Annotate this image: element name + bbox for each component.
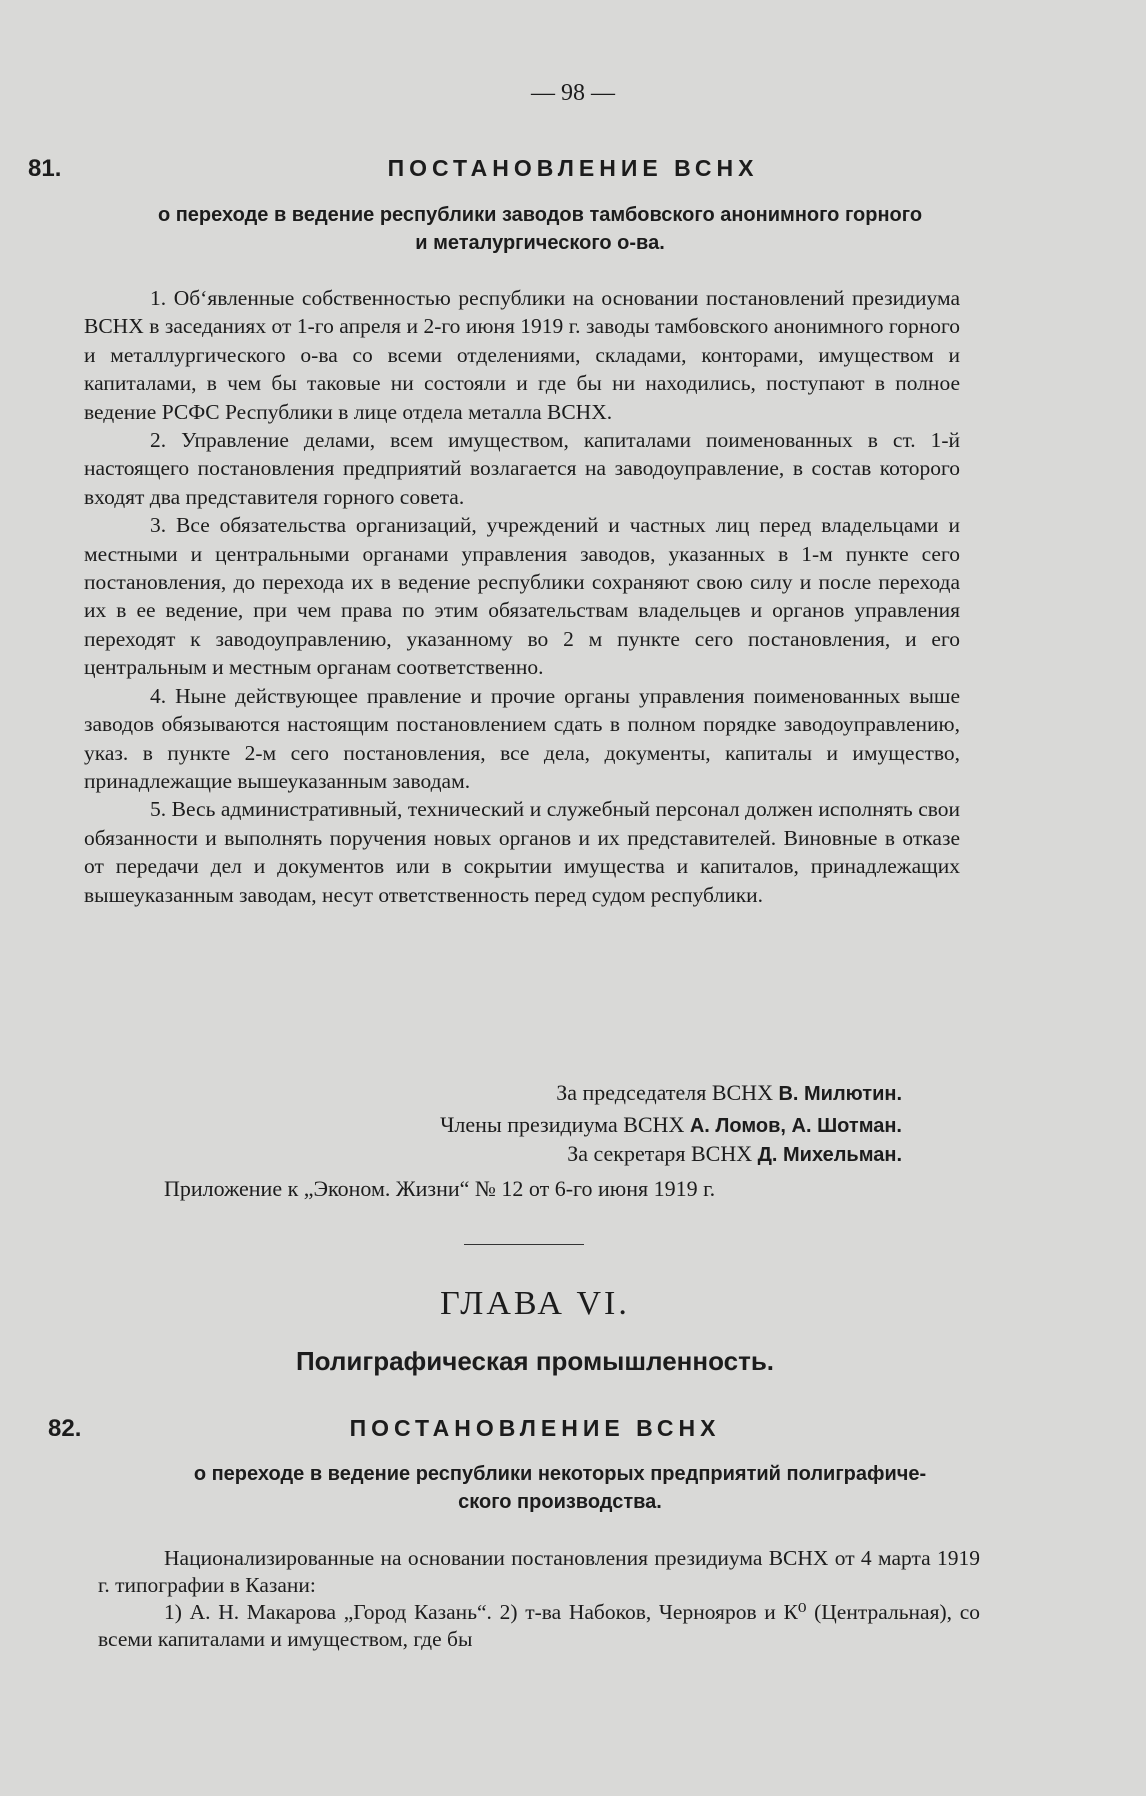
- signature-name: Д. Михельман.: [757, 1144, 902, 1166]
- doc-subtitle-line: о переходе в ведение республики заводов тамбовского анонимного горного: [157, 204, 923, 226]
- signature-role: За секретаря ВСНХ: [567, 1141, 753, 1166]
- doc-body: [84, 284, 960, 909]
- page-number: — 98 —: [531, 80, 615, 106]
- doc-subtitle: [40, 201, 1040, 257]
- paragraph: 2. Управление делами, всем имуществом, капиталами поименованных в ст. 1-й настоящего постановления предприятий возлагается на заводоуправление, в состав которого входят два представителя горного совета.: [84, 428, 960, 509]
- doc-body: [98, 1545, 980, 1653]
- doc-title: ПОСТАНОВЛЕНИЕ ВСНХ: [349, 1415, 721, 1441]
- signature-line: [556, 1079, 902, 1108]
- divider: [464, 1244, 584, 1245]
- section-title: Полиграфическая промышленность.: [295, 1346, 775, 1376]
- paragraph: 5. Весь административный, технический и служебный персонал должен исполнять свои обязанности и выполнять поручения новых органов и их представителей. Виновные в отказе от передачи дел и документов или в сокрытии имущества и капиталов, принадлежащих вышеуказанным заводам, несут ответственность перед судом республики.: [84, 797, 960, 907]
- signature-line: [567, 1140, 902, 1169]
- doc-title: ПОСТАНОВЛЕНИЕ ВСНХ: [387, 155, 759, 181]
- signature-name: А. Ломов, А. Шотман.: [689, 1115, 902, 1137]
- chapter-title: ГЛАВА VI.: [440, 1285, 630, 1322]
- paragraph: 4. Ныне действующее правление и прочие органы управления поименованных выше заводов обязываются настоящим постановлением сдать в полном порядке заводоуправлению, указ. в пункте 2-м сего постановления, все дела, документы, капиталы и имущество, принадлежащие вышеуказанным заводам.: [84, 683, 960, 793]
- paragraph: Национализированные на основании постановления президиума ВСНХ от 4 марта 1919 г. типографии в Казани:: [98, 1546, 980, 1597]
- signature-line: [440, 1111, 902, 1140]
- appendix-note: Приложение к „Эконом. Жизни“ № 12 от 6-го июня 1919 г.: [164, 1176, 716, 1201]
- signature-name: В. Милютин.: [778, 1083, 902, 1105]
- doc-subtitle-line: ского производства.: [458, 1491, 662, 1513]
- doc-subtitle-line: о переходе в ведение республики некоторых предприятий полиграфиче-: [193, 1463, 927, 1485]
- signature-role: Члены президиума ВСНХ: [440, 1112, 685, 1137]
- paragraph: 3. Все обязательства организаций, учреждений и частных лиц перед владельцами и местными и центральными органами управления заводов, указанных в 1-м пункте сего постановления, до перехода их в ведение республики сохраняют свою силу и после перехода их в ее ведение, при чем права по этим обязательствам владельцев и органов управления переходят к заводоуправлению, указанному во 2 м пункте сего постановления, и его центральным и местным органам соответственно.: [84, 513, 960, 680]
- doc-subtitle-line: и металургического о-ва.: [415, 232, 665, 254]
- signature-role: За председателя ВСНХ: [556, 1080, 773, 1105]
- paragraph: 1. Об‘явленные собственностью республики на основании постановлений президиума ВСНХ в заседаниях от 1-го апреля и 2-го июня 1919 г. заводы тамбовского анонимного горного и металлургического о-ва со всеми отделениями, складами, конторами, имуществом и капиталами, в чем бы таковые ни состояли и где бы ни находились, поступают в полное ведение РСФС Республики в лице отдела металла ВСНХ.: [84, 286, 960, 424]
- doc-number: 81.: [28, 155, 62, 182]
- doc-number: 82.: [48, 1415, 82, 1442]
- paragraph: 1) А. Н. Макарова „Город Казань“. 2) т-ва Набоков, Чернояров и К⁰ (Центральная), со всеми капиталами и имуществом, где бы: [98, 1600, 980, 1651]
- doc-subtitle: [60, 1460, 1060, 1516]
